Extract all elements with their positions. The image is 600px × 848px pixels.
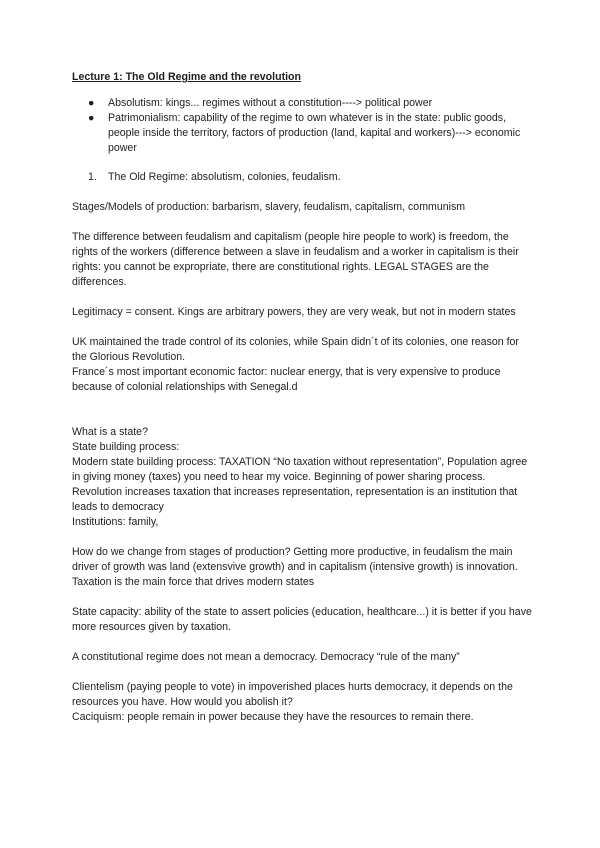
numbered-text: The Old Regime: absolutism, colonies, feudalism. bbox=[108, 171, 341, 183]
numbered-item bbox=[88, 170, 534, 185]
bullet-icon: ● bbox=[88, 97, 95, 109]
lecture-title: Lecture 1: The Old Regime and the revolution bbox=[72, 71, 301, 83]
paragraph-stages: Stages/Models of production: barbarism, slavery, feudalism, capitalism, communism bbox=[72, 201, 466, 213]
paragraph-institutions: Institutions: family, bbox=[72, 516, 159, 528]
paragraph-france: France´s most important economic factor: nuclear energy, that is very expensive to produce because of colonial relationships with Senegal.d bbox=[72, 366, 501, 393]
paragraph-taxation: Modern state building process: TAXATION “No taxation without representation”, Population agree in giving money (taxes) you need to hear my voice. Beginning of power sharing process. Revolution increases taxation that increases representation, representation is an institution that leads to democracy bbox=[72, 456, 528, 513]
bullet-list bbox=[72, 96, 534, 156]
paragraph-caciquism: Caciquism: people remain in power because they have the resources to remain there. bbox=[72, 711, 474, 723]
bullet-item bbox=[88, 111, 534, 156]
paragraph-stages-change: How do we change from stages of production? Getting more productive, in feudalism the main driver of growth was land (extensvive growth) and in capitalism (intensive growth) is innovation. Taxation is the main force that drives modern states bbox=[72, 546, 518, 588]
bullet-item bbox=[88, 96, 534, 111]
paragraph-state-building: State building process: bbox=[72, 441, 180, 453]
bullet-text: Absolutism: kings... regimes without a constitution----> political power bbox=[108, 97, 433, 109]
numbered-list bbox=[72, 170, 534, 185]
bullet-icon: ● bbox=[88, 112, 95, 124]
item-number: 1. bbox=[88, 171, 97, 183]
paragraph-legitimacy: Legitimacy = consent. Kings are arbitrary powers, they are very weak, but not in modern states bbox=[72, 306, 516, 318]
paragraph-uk-colonies: UK maintained the trade control of its colonies, while Spain didn´t of its colonies, one reason for the Glorious Revolution. bbox=[72, 336, 519, 363]
paragraph-clientelism: Clientelism (paying people to vote) in impoverished places hurts democracy, it depends on the resources you have. How would you abolish it? bbox=[72, 681, 513, 708]
paragraph-what-is-state: What is a state? bbox=[72, 426, 148, 438]
paragraph-feudalism-capitalism: The difference between feudalism and capitalism (people hire people to work) is freedom, the rights of the workers (difference between a slave in feudalism and a worker in capitalism is their rights: you cannot be expropriate, there are constitutional rights. LEGAL STAGES are the differences. bbox=[72, 231, 519, 288]
bullet-text: Patrimonialism: capability of the regime to own whatever is in the state: public goods, people inside the territory, factors of production (land, kapital and workers)---> economic power bbox=[108, 112, 521, 154]
paragraph-state-capacity: State capacity: ability of the state to assert policies (education, healthcare...) it is better if you have more resources given by taxation. bbox=[72, 606, 532, 633]
document-page bbox=[72, 70, 534, 725]
paragraph-constitutional-regime: A constitutional regime does not mean a democracy. Democracy “rule of the many” bbox=[72, 651, 460, 663]
